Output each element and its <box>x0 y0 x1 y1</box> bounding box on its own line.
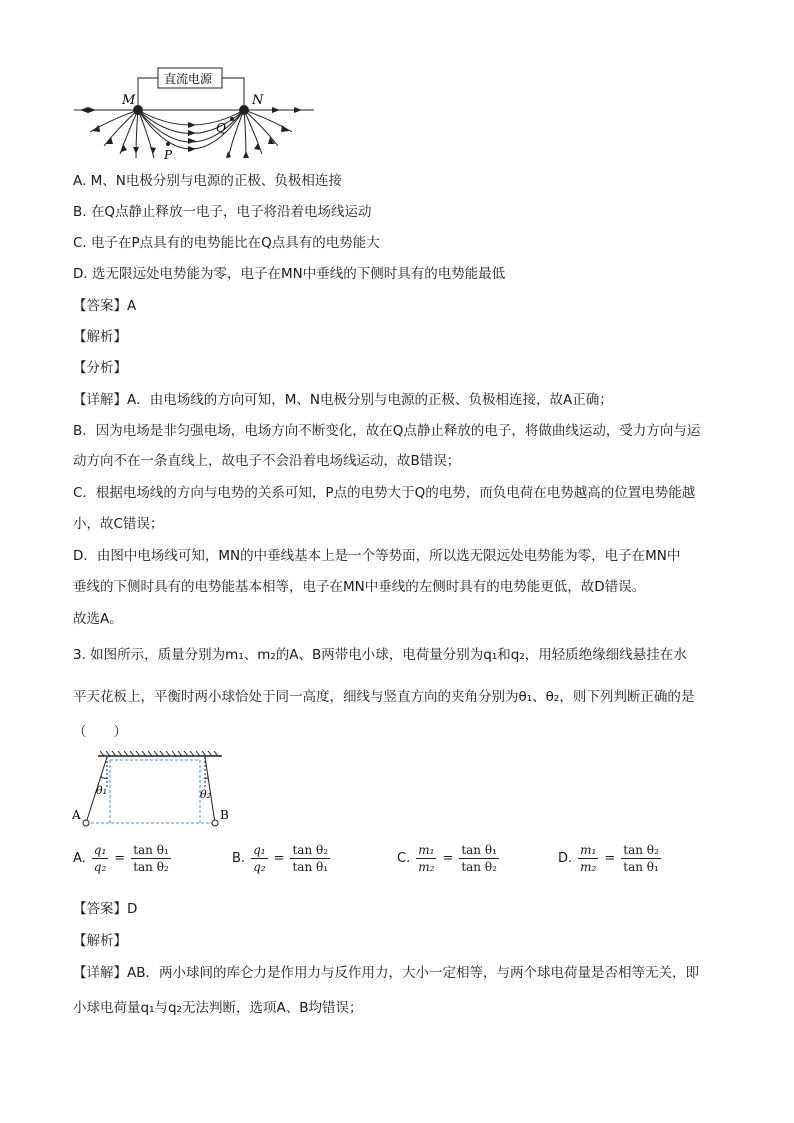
label-n: N <box>252 93 264 108</box>
hanging-balls-figure <box>70 748 240 830</box>
q3-analysis-heading: 【解析】 <box>73 933 127 949</box>
q2-option-c: C. 电子在P点具有的电势能比在Q点具有的电势能大 <box>73 235 380 251</box>
q3-option-b: B. $\frac{\text{q₁}}{\text{q₂}}$ = $\frac{\text{tan θ₂}}{\text{tan θ₁}}$ <box>232 843 329 874</box>
q2-option-a: A. M、N电极分别与电源的正极、负极相连接 <box>73 173 342 189</box>
label-ball-a: A <box>72 808 81 822</box>
q2-detail-a: 【详解】A．由电场线的方向可知，M、N电极分别与电源的正极、负极相连接，故A正确； <box>73 392 613 408</box>
point-q <box>230 117 234 121</box>
q2-option-d: D. 选无限远处电势能为零，电子在MN中垂线的下侧时具有的电势能最低 <box>73 266 506 282</box>
q3-option-d: D. $\frac{\text{m₁}}{\text{m₂}}$ = $\frac{\text{tan θ₂}}{\text{tan θ₁}}$ <box>558 843 659 874</box>
q2-answer: 【答案】A <box>73 298 137 314</box>
ball-a <box>83 820 89 826</box>
q3-stem-line3: （ ） <box>73 724 127 740</box>
q2-detail-d2: 垂线的下侧时具有的电势能基本相等，电子在MN中垂线的左侧时具有的电势能更低，故D错误。 <box>73 579 646 595</box>
q3-detail-line1: 【详解】AB．两小球间的库仑力是作用力与反作用力，大小一定相等，与两个球电荷量是否相等无关，即 <box>73 965 699 981</box>
dc-source-label: 直流电源 <box>164 72 213 86</box>
q2-detail-d1: D．由图中电场线可知，MN的中垂线基本上是一个等势面，所以选无限远处电势能为零，电子在MN中 <box>73 548 681 564</box>
point-p <box>166 142 170 146</box>
q2-detail-b1: B．因为电场是非匀强电场，电场方向不断变化，故在Q点静止释放的电子，将做曲线运动，受力方向与运 <box>73 423 701 439</box>
label-theta1: θ₁ <box>96 784 108 797</box>
q2-detail-c1: C．根据电场线的方向与电势的关系可知，P点的电势大于Q的电势，而负电荷在电势越高的位置电势能越 <box>73 485 696 501</box>
q3-option-c: C. $\frac{\text{m₁}}{\text{m₂}}$ = $\frac{\text{tan θ₁}}{\text{tan θ₂}}$ <box>397 843 497 874</box>
q3-stem-line1: 3. 如图所示，质量分别为m₁、m₂的A、B两带电小球，电荷量分别为q₁和q₂，用轻质绝缘细线悬挂在水 <box>73 647 687 663</box>
q2-detail-c2: 小，故C错误； <box>73 516 164 532</box>
q2-analysis-heading: 【解析】 <box>73 329 127 345</box>
q3-option-a: A. $\frac{\text{q₁}}{\text{q₂}}$ = $\frac{\text{tan θ₁}}{\text{tan θ₂}}$ <box>73 843 169 874</box>
label-p: P <box>164 148 173 162</box>
q3-answer: 【答案】D <box>73 901 138 917</box>
label-q: Q <box>216 121 226 135</box>
label-m: M <box>122 93 136 108</box>
q2-detail-b2: 动方向不在一条直线上，故电子不会沿着电场线运动，故B错误； <box>73 453 461 469</box>
q2-fenxi-heading: 【分析】 <box>73 360 127 376</box>
q2-conclusion: 故选A。 <box>73 611 123 627</box>
q3-detail-line2: 小球电荷量q₁与q₂无法判断，选项A、B均错误； <box>73 1000 363 1016</box>
electrode-n <box>239 105 249 115</box>
ball-b <box>212 820 218 826</box>
q3-stem-line2: 平天花板上，平衡时两小球恰处于同一高度，细线与竖直方向的夹角分别为θ₁、θ₂，则下列判断正确的是 <box>73 689 695 705</box>
electric-field-figure <box>70 62 320 167</box>
q2-option-b: B. 在Q点静止释放一电子，电子将沿着电场线运动 <box>73 204 372 220</box>
label-theta2: θ₂ <box>200 788 212 801</box>
label-ball-b: B <box>220 808 229 822</box>
